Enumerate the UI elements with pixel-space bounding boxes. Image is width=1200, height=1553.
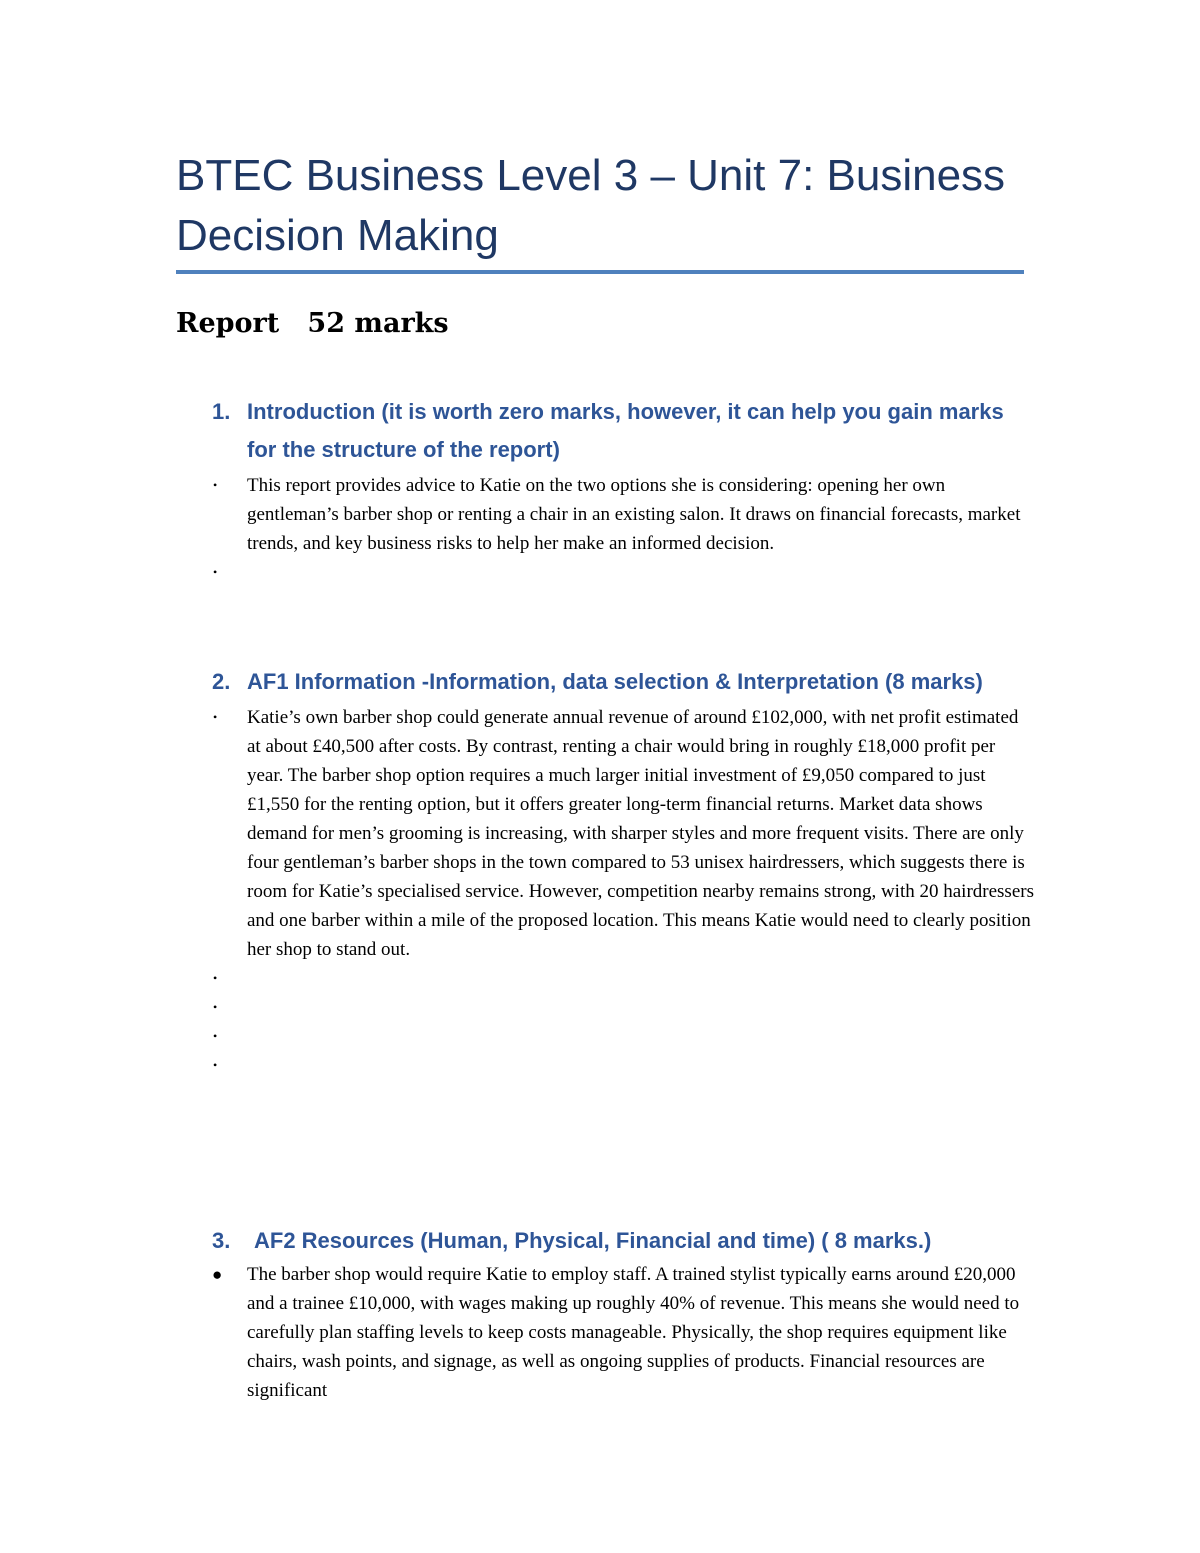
list-item <box>176 1051 1036 1080</box>
document-title: BTEC Business Level 3 – Unit 7: Business Decision Making <box>176 151 1006 260</box>
section-af1-information <box>176 663 1036 1080</box>
report-heading: Report 52 marks <box>176 308 449 339</box>
section-number: 2. <box>212 669 231 694</box>
list-item <box>176 1022 1036 1051</box>
bullet-list <box>176 703 1036 1080</box>
section-heading-text: AF2 Resources (Human, Physical, Financial and time) ( 8 marks.) <box>254 1228 932 1253</box>
list-item <box>176 964 1036 993</box>
title-underline <box>176 270 1024 274</box>
bullet-icon: • <box>213 1058 218 1072</box>
list-item-text: This report provides advice to Katie on the two options she is considering: opening her own gentleman’s barber shop or renting a chair in an existing salon. It draws on financial forecasts, market trends, and key business risks to help her make an informed decision. <box>247 475 1021 554</box>
list-item <box>176 703 1036 964</box>
list-item <box>176 471 1036 558</box>
section-number: 3. <box>212 1228 231 1253</box>
bullet-icon: • <box>213 1000 218 1014</box>
section-heading-text: AF1 Information -Information, data selection & Interpretation (8 marks) <box>247 669 983 694</box>
section-af2-resources <box>176 1222 1036 1405</box>
bullet-list <box>176 471 1036 587</box>
bullet-icon: ● <box>212 1265 223 1284</box>
list-item <box>176 558 1036 587</box>
list-item-text: Katie’s own barber shop could generate annual revenue of around £102,000, with net profit estimated at about £40,500 after costs. By contrast, renting a chair would bring in roughly £18,000 profit per year. The barber shop option requires a much larger initial investment of £9,050 compared to just £1,550 for the renting option, but it offers greater long-term financial returns. Market data shows demand for men’s grooming is increasing, with sharper styles and more frequent visits. There are only four gentleman’s barber shops in the town compared to 53 unisex hairdressers, which suggests there is room for Katie’s specialised service. However, competition nearby remains strong, with 20 hairdressers and one barber within a mile of the proposed location. This means Katie would need to clearly position her shop to stand out. <box>247 707 1034 960</box>
section-heading-text: Introduction (it is worth zero marks, however, it can help you gain marks for the structure of the report) <box>247 399 1004 462</box>
section-heading <box>176 393 1036 469</box>
list-item <box>176 1260 1036 1405</box>
bullet-icon: • <box>213 710 218 724</box>
section-introduction <box>176 393 1036 587</box>
list-item <box>176 993 1036 1022</box>
section-heading <box>176 663 1036 701</box>
bullet-icon: • <box>213 478 218 492</box>
list-item-text: The barber shop would require Katie to employ staff. A trained stylist typically earns around £20,000 and a trainee £10,000, with wages making up roughly 40% of revenue. This means she would need to carefully plan staffing levels to keep costs manageable. Physically, the shop requires equipment like chairs, wash points, and signage, as well as ongoing supplies of products. Financial resources are significant <box>247 1264 1020 1401</box>
bullet-icon: • <box>213 565 218 579</box>
bullet-list <box>176 1260 1036 1405</box>
section-heading <box>176 1222 1036 1260</box>
section-number: 1. <box>212 399 231 424</box>
bullet-icon: • <box>213 1029 218 1043</box>
bullet-icon: • <box>213 971 218 985</box>
